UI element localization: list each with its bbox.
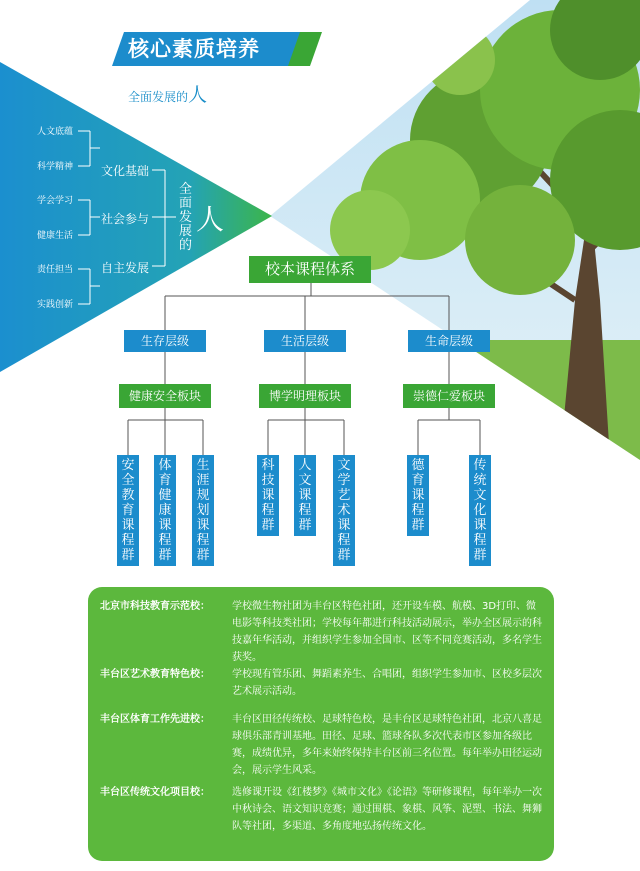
info-label-4: 丰台区传统文化项目校： (100, 787, 210, 798)
center-big: 人 (196, 203, 225, 236)
group-3: 自主发展 (101, 261, 150, 275)
leaf-2-3: 文学艺术课程群 (333, 455, 355, 566)
trait-5: 责任担当 (37, 265, 74, 275)
level-3: 生命层级 (408, 330, 490, 352)
group-2: 社会参与 (101, 212, 150, 226)
page-title: 核心素质培养 (128, 37, 260, 61)
module-1: 健康安全板块 (119, 384, 211, 408)
module-2: 博学明理板块 (259, 384, 351, 408)
trait-1: 人文底蕴 (37, 127, 74, 137)
leaf-1-1: 安全教育课程群 (117, 455, 139, 566)
trait-3: 学会学习 (37, 196, 74, 206)
info-text-4: 选修课开设《红楼梦》《城市文化》《论语》等研修课程，每年举办一次中秋诗会、语文知识竞赛；通过围棋、象棋、风筝、泥塑、书法、舞狮队等社团，多渠道、多角度地弘扬传统文化。 (232, 787, 542, 832)
trait-4: 健康生活 (37, 231, 74, 241)
center-label: 全面发展的 (179, 182, 193, 253)
info-label-1: 北京市科技教育示范校： (100, 601, 210, 612)
leaf-3-1: 德育课程群 (407, 455, 429, 536)
trait-2: 科学精神 (37, 162, 74, 172)
curriculum-title: 校本课程体系 (249, 256, 371, 283)
info-label-2: 丰台区艺术教育特色校： (100, 669, 210, 680)
trait-6: 实践创新 (37, 300, 74, 310)
info-text-3: 丰台区田径传统校、足球特色校，是丰台区足球特色社团，北京八喜足球俱乐部青训基地。田径、足球、篮球各队多次代表市区参加各级比赛，成绩优异，多年来始终保持丰台区前三名位置。每年举办田径运动会，展示学生风采。 (232, 714, 542, 776)
level-1: 生存层级 (124, 330, 206, 352)
subtitle-prefix: 全面发展的 (128, 90, 189, 104)
level-2: 生活层级 (264, 330, 346, 352)
leaf-1-2: 体育健康课程群 (154, 455, 176, 566)
module-3: 崇德仁爱板块 (403, 384, 495, 408)
info-text-1: 学校微生物社团为丰台区特色社团，还开设车模、航模、3D打印、微电影等科技类社团；学校每年都进行科技活动展示，举办全区展示的科技嘉年华活动，并组织学生参加全国市、区等不同竞赛活动，多名学生获奖。 (232, 601, 542, 663)
group-1: 文化基础 (101, 164, 150, 178)
subtitle-ren: 人 (188, 84, 208, 106)
subtitle (128, 80, 207, 107)
info-label-3: 丰台区体育工作先进校： (100, 714, 210, 725)
leaf-2-1: 科技课程群 (257, 455, 279, 536)
leaf-1-3: 生涯规划课程群 (192, 455, 214, 566)
leaf-2-2: 人文课程群 (294, 455, 316, 536)
leaf-3-2: 传统文化课程群 (469, 455, 491, 566)
info-text-2: 学校现有管乐团、舞蹈素养生、合唱团，组织学生参加市、区校多层次艺术展示活动。 (232, 669, 542, 697)
